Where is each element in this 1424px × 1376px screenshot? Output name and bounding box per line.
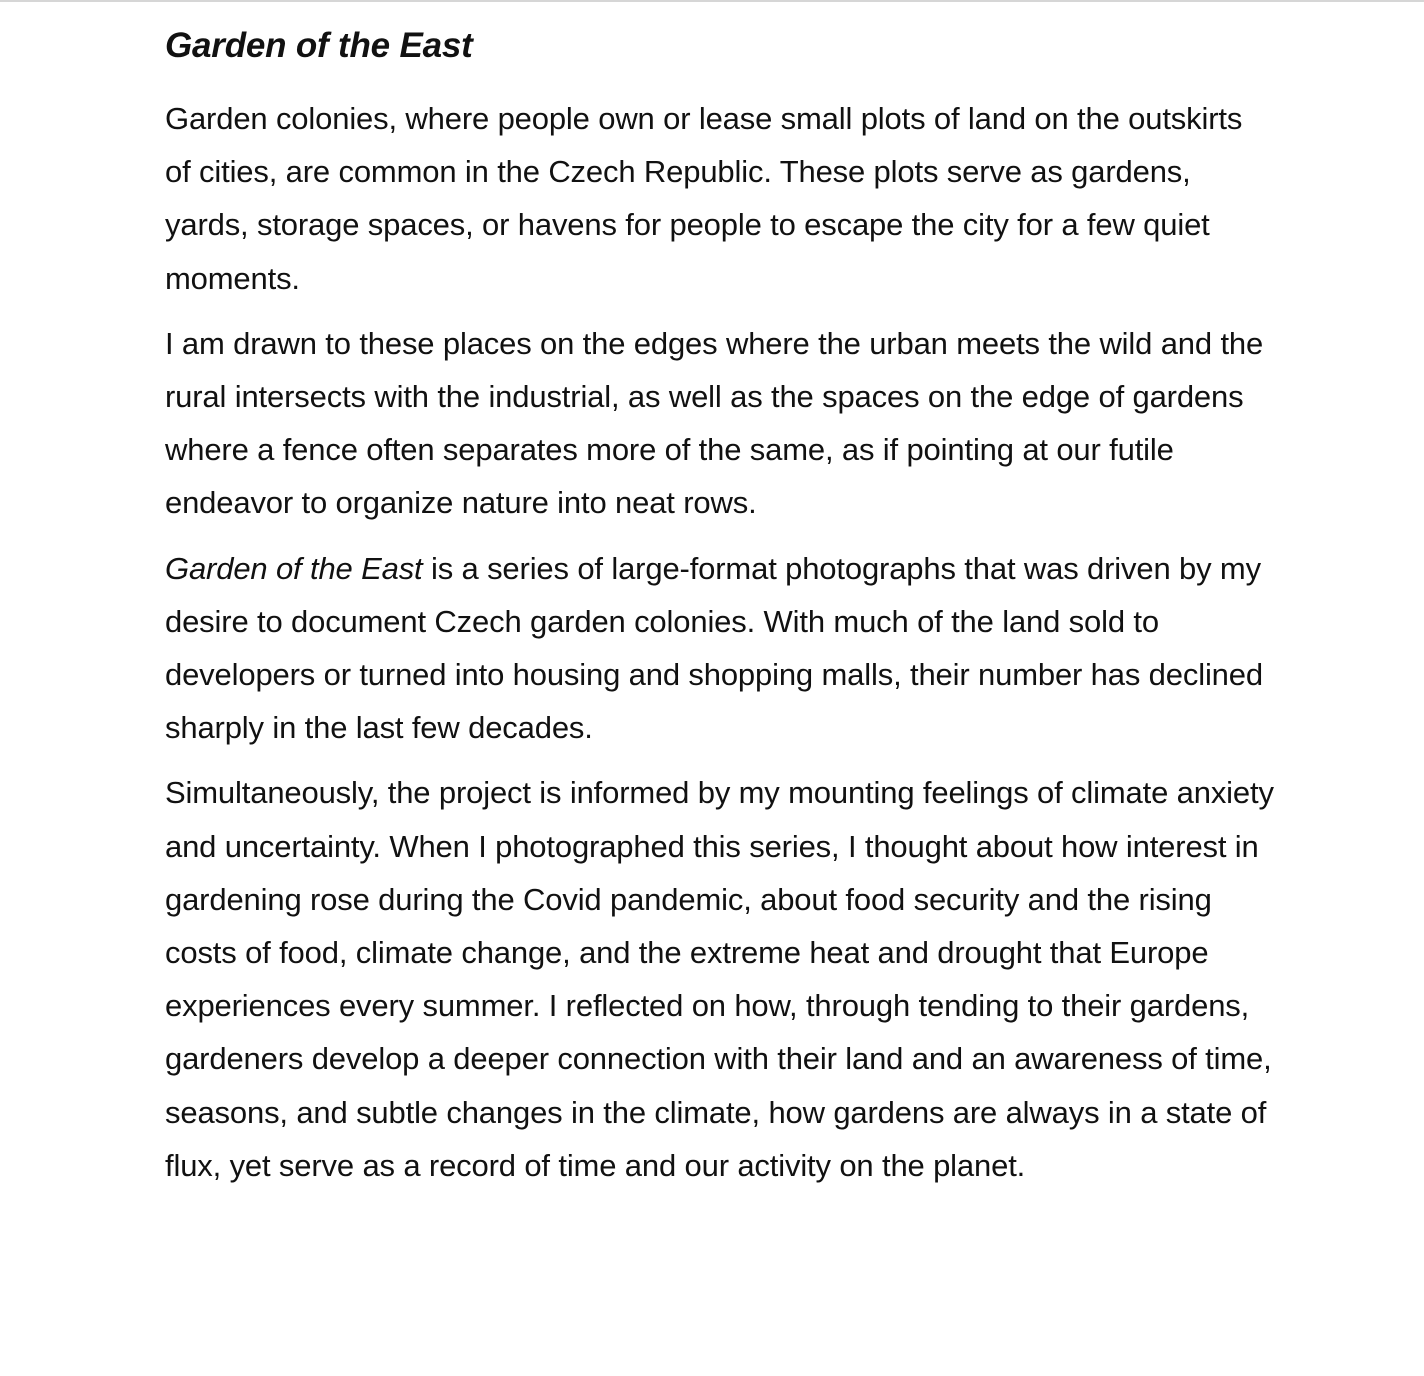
paragraph-text: Garden colonies, where people own or lease small plots of land on the outskirts of cities, are common in the Czech Republic. These plots serve as gardens, yards, storage spaces, or havens for people to escape the city for a few quiet moments. (165, 101, 1243, 296)
document-title: Garden of the East (165, 26, 473, 65)
paragraph-text: Simultaneously, the project is informed by my mounting feelings of climate anxiety and uncertainty. When I photographed this series, I thought about how interest in gardening rose during the Covid pandemic, about food security and the rising costs of food, climate change, and the extreme heat and drought that Europe experiences every summer. I reflected on how, through tending to their gardens, gardeners develop a deeper connection with their land and an awareness of time, seasons, and subtle changes in the climate, how gardens are always in a state of flux, yet serve as a record of time and our activity on the planet. (165, 775, 1274, 1183)
document-body (165, 22, 1275, 1204)
page-top-border (0, 0, 1424, 2)
paragraph-text: is a series of large-format photographs that was driven by my desire to document Czech garden colonies. With much of the land sold to developers or turned into housing and shopping malls, their number has declined sharply in the last few decades. (165, 550, 1263, 746)
paragraph-series-description (165, 542, 1275, 755)
paragraph-text: I am drawn to these places on the edges where the urban meets the wild and the rural intersects with the industrial, as well as the spaces on the edge of gardens where a fence often separates more of the same, as if pointing at our futile endeavor to organize nature into neat rows. (165, 325, 1264, 521)
series-title-reference: Garden of the East (165, 550, 423, 586)
paragraph-garden-colonies (165, 92, 1275, 305)
paragraph-edges (165, 317, 1275, 530)
paragraph-climate-anxiety (165, 766, 1275, 1192)
